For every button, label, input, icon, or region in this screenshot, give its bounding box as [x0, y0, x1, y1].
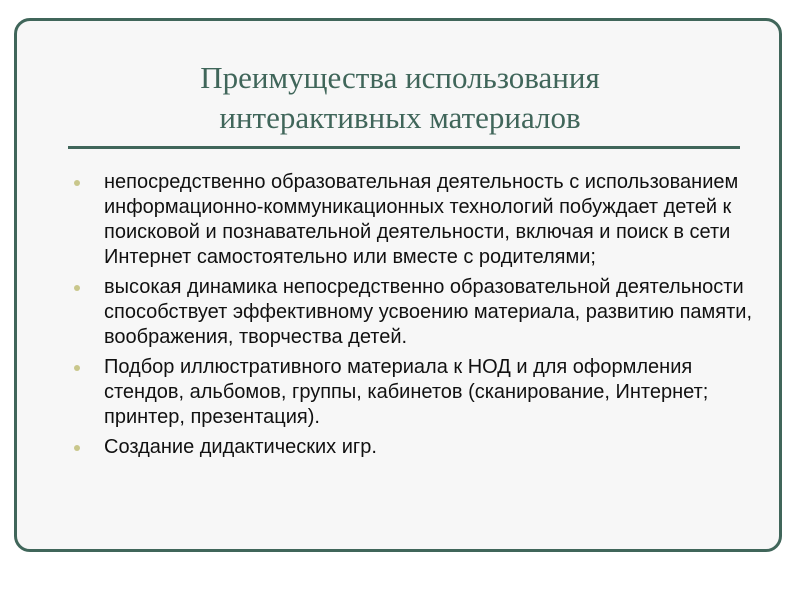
bullet-text: Создание дидактических игр. [104, 436, 377, 458]
bullet-text: непосредственно образовательная деятельность с использованием информационно-коммуникационных технологий побуждает детей к поисковой и познавательной деятельности, включая и поиск в сети Интернет самостоятельно или вместе с родителями; [104, 171, 739, 268]
bullet-item [74, 355, 754, 430]
bullet-item [74, 275, 754, 350]
slide-title-line-1: Преимущества использования [200, 60, 600, 95]
bullet-dot-icon [74, 180, 80, 186]
bullet-item [74, 170, 754, 270]
bullet-dot-icon [74, 365, 80, 371]
slide-title [30, 58, 770, 138]
title-divider [68, 146, 740, 149]
slide-title-line-2: интерактивных материалов [219, 100, 581, 135]
bullet-item [74, 435, 754, 460]
bullet-dot-icon [74, 445, 80, 451]
bullet-text: Подбор иллюстративного материала к НОД и для оформления стендов, альбомов, группы, кабинетов (сканирование, Интернет; принтер, презентация). [104, 356, 709, 428]
bullet-dot-icon [74, 285, 80, 291]
bullet-list [74, 170, 754, 465]
bullet-text: высокая динамика непосредственно образовательной деятельности способствует эффективному усвоению материала, развитию памяти, воображения, творчества детей. [104, 276, 753, 348]
